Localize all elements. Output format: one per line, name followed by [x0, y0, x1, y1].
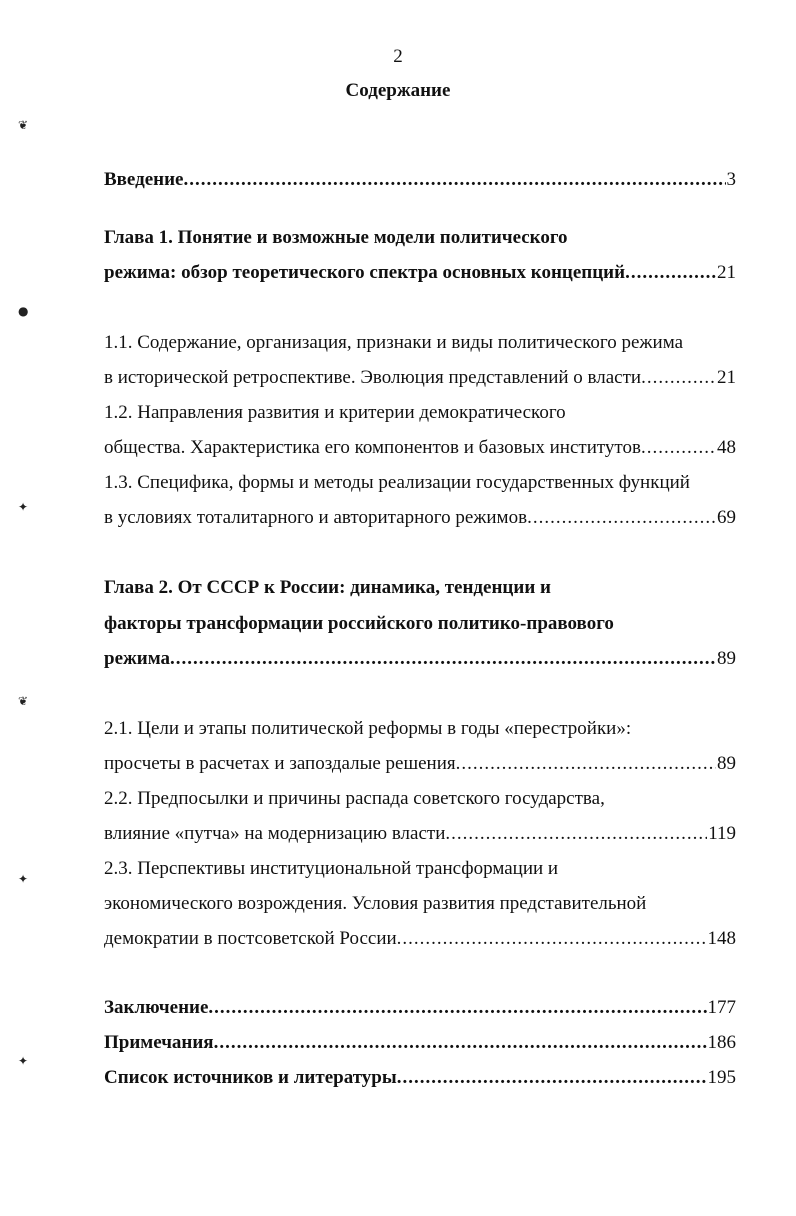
margin-mark-icon: ❦	[18, 118, 29, 132]
toc-entry-title: общества. Характеристика его компонентов и базовых институтов	[104, 437, 641, 458]
leader-dots	[208, 996, 706, 1020]
margin-mark-icon: ✦	[18, 1054, 29, 1068]
toc-entry-title: Примечания	[104, 1032, 214, 1053]
toc-page-number: 89	[717, 753, 736, 774]
toc-entry-conclusion	[104, 996, 736, 1020]
toc-page-number: 195	[707, 1067, 736, 1088]
toc-s1-3-line1: 1.3. Специфика, формы и методы реализации государственных функций	[104, 472, 690, 493]
toc-page-number: 89	[717, 648, 736, 669]
toc-entry-title: влияние «путча» на модернизацию власти	[104, 823, 446, 844]
toc-s2-2-line1: 2.2. Предпосылки и причины распада советского государства,	[104, 788, 605, 809]
leader-dots	[170, 647, 716, 671]
page-title: Содержание	[345, 80, 451, 101]
toc-entry-title: Введение	[104, 169, 184, 190]
toc-s2-3-line2: экономического возрождения. Условия развития представительной	[104, 893, 647, 914]
toc-entry-intro	[104, 168, 736, 192]
toc-entry-title: Заключение	[104, 997, 209, 1018]
leader-dots	[397, 927, 707, 951]
toc-chapter2-line3	[104, 647, 736, 671]
toc-entry-title: режима	[104, 648, 171, 669]
toc-entry-notes	[104, 1031, 736, 1055]
margin-mark-icon: ●	[18, 304, 29, 318]
leader-dots	[397, 1066, 707, 1090]
toc-s1-1-line1: 1.1. Содержание, организация, признаки и виды политического режима	[104, 332, 684, 353]
toc-s2-1-line1: 2.1. Цели и этапы политической реформы в годы «перестройки»:	[104, 718, 632, 739]
toc-page-number: 186	[707, 1032, 736, 1053]
toc-page-number: 69	[717, 507, 736, 528]
leader-dots	[184, 168, 726, 192]
toc-page-number: 3	[726, 169, 736, 190]
toc-entry-title: просчеты в расчетах и запоздалые решения	[104, 753, 456, 774]
toc-page-number: 21	[717, 262, 736, 283]
toc-entry-title: демократии в постсоветской России	[104, 928, 397, 949]
toc-page-number: 148	[707, 928, 736, 949]
margin-mark-icon: ✦	[18, 872, 29, 886]
leader-dots	[445, 822, 707, 846]
toc-entry-title: режима: обзор теоретического спектра основных концепций	[104, 262, 626, 283]
margin-mark-icon: ❦	[18, 694, 29, 708]
toc-page-number: 48	[717, 437, 736, 458]
toc-page-number: 21	[717, 367, 736, 388]
toc-entry-title: в условиях тоталитарного и авторитарного режимов	[104, 507, 528, 528]
toc-entry-sources	[104, 1066, 736, 1090]
toc-s2-3-line3	[104, 927, 736, 951]
toc-chapter1-line2	[104, 261, 736, 285]
leader-dots	[641, 366, 716, 390]
toc-entry-title: в исторической ретроспективе. Эволюция представлений о власти	[104, 367, 642, 388]
toc-s2-3-line1: 2.3. Перспективы институциональной трансформации и	[104, 858, 559, 879]
leader-dots	[641, 436, 716, 460]
page-number: 2	[393, 46, 403, 67]
toc-chapter1-line1: Глава 1. Понятие и возможные модели политического	[104, 227, 568, 248]
toc-page-number: 119	[708, 823, 736, 844]
toc-s1-1-line2	[104, 366, 736, 390]
toc-s2-2-line2	[104, 822, 736, 846]
toc-s1-3-line2	[104, 506, 736, 530]
toc-chapter2-line2: факторы трансформации российского политико-правового	[104, 613, 614, 634]
toc-s1-2-line2	[104, 436, 736, 460]
toc-entry-title: Список источников и литературы	[104, 1067, 397, 1088]
margin-mark-icon: ✦	[18, 500, 29, 514]
leader-dots	[527, 506, 716, 530]
toc-page-number: 177	[707, 997, 736, 1018]
toc-s1-2-line1: 1.2. Направления развития и критерии демократического	[104, 402, 566, 423]
leader-dots	[214, 1031, 707, 1055]
toc-s2-1-line2	[104, 752, 736, 776]
leader-dots	[456, 752, 716, 776]
toc-chapter2-line1: Глава 2. От СССР к России: динамика, тенденции и	[104, 577, 551, 598]
leader-dots	[625, 261, 716, 285]
